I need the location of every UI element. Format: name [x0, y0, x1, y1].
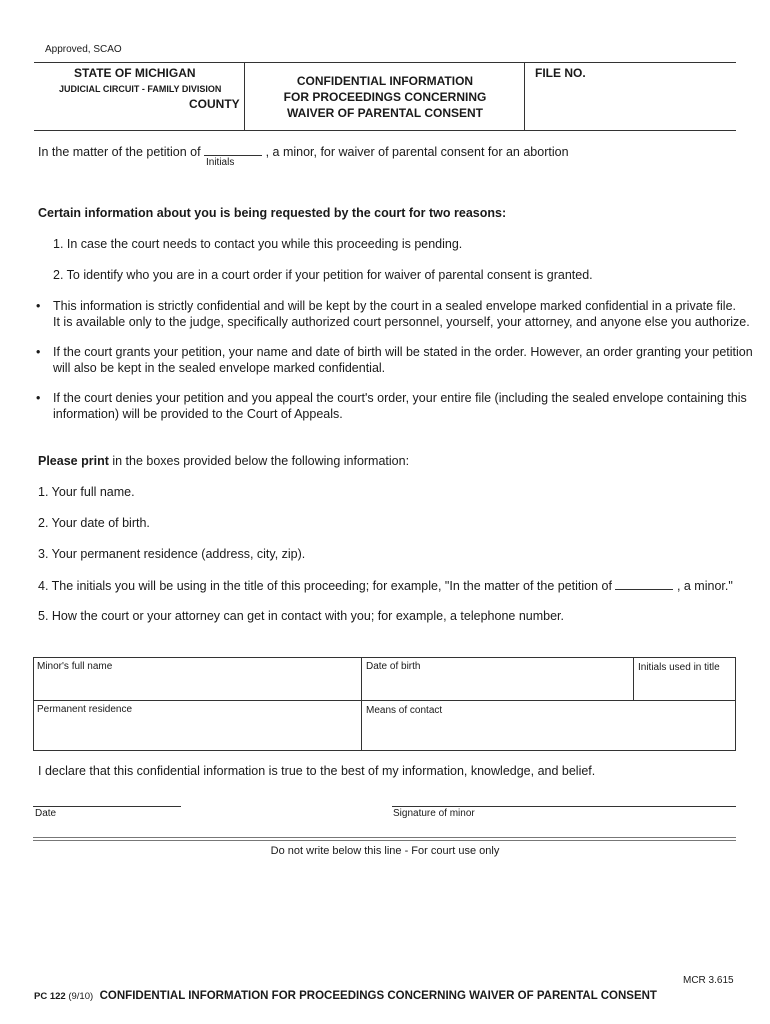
county-label: COUNTY: [189, 97, 240, 111]
bullet-2-line-1: If the court grants your petition, your name and date of birth will be stated in the order. However, an order granting your petition: [53, 345, 753, 359]
residence-field[interactable]: Permanent residence: [37, 704, 133, 715]
table-col-rule-2: [633, 657, 634, 700]
print-item-4-suffix: , a minor.": [676, 579, 733, 593]
bullet-dot: •: [36, 345, 41, 359]
bullet-2: [53, 344, 753, 376]
form-revision: (9/10): [65, 991, 94, 1002]
footer-title: CONFIDENTIAL INFORMATION FOR PROCEEDINGS CONCERNING WAIVER OF PARENTAL CONSENT: [99, 990, 657, 1002]
bullet-1: [53, 298, 750, 330]
date-line[interactable]: [33, 806, 181, 807]
bullet-dot: •: [36, 299, 41, 313]
form-number: PC 122: [34, 991, 66, 1002]
signature-caption: Signature of minor: [393, 808, 475, 819]
matter-suffix: , a minor, for waiver of parental consent for an abortion: [265, 145, 569, 159]
bullet-3-line-1: If the court denies your petition and you appeal the court's order, your entire file (including the sealed envelope containing this: [53, 391, 747, 405]
bullet-3: [53, 390, 747, 422]
print-item-1: 1. Your full name.: [38, 485, 135, 499]
bullet-dot: •: [36, 391, 41, 405]
bullet-3-line-2: information) will be provided to the Court of Appeals.: [53, 407, 343, 421]
header-divider-right: [524, 62, 525, 131]
initials-caption: Initials: [206, 157, 235, 168]
contact-field[interactable]: Means of contact: [366, 705, 443, 716]
table-col-rule-1: [361, 657, 362, 751]
form-title-line-1: CONFIDENTIAL INFORMATION: [296, 74, 474, 88]
matter-line: [38, 143, 569, 160]
form-title-line-3: WAIVER OF PARENTAL CONSENT: [286, 106, 483, 120]
dob-field[interactable]: Date of birth: [366, 661, 421, 672]
bullet-1-line-2: It is available only to the judge, specifically authorized court personnel, yourself, your attorney, and anyone else you authorize.: [53, 315, 750, 329]
bullet-1-line-1: This information is strictly confidential and will be kept by the court in a sealed envelope marked confidential in a private file.: [53, 299, 736, 313]
matter-prefix: In the matter of the petition of: [38, 145, 201, 159]
header-divider-left: [244, 62, 245, 131]
form-title: [246, 73, 524, 121]
print-item-5: 5. How the court or your attorney can get in contact with you; for example, a telephone number.: [38, 609, 564, 623]
print-instructions: [38, 453, 409, 469]
court-use-label: Do not write below this line - For court use only: [270, 845, 500, 857]
file-no-label: FILE NO.: [535, 66, 586, 80]
header-top-rule: [34, 62, 736, 63]
reason-item-1: 1. In case the court needs to contact you while this proceeding is pending.: [53, 237, 463, 251]
date-caption: Date: [35, 808, 57, 819]
form-title-line-2: FOR PROCEEDINGS CONCERNING: [283, 90, 487, 104]
reason-item-2: 2. To identify who you are in a court order if your petition for waiver of parental consent is granted.: [53, 268, 593, 282]
minor-name-field[interactable]: Minor's full name: [37, 661, 113, 672]
declaration-text: I declare that this confidential information is true to the best of my information, knowledge, and belief.: [38, 764, 596, 778]
mcr-reference: MCR 3.615: [683, 975, 734, 986]
signature-line[interactable]: [392, 806, 736, 807]
initials-field[interactable]: Initials used in title: [638, 662, 720, 673]
reasons-heading: Certain information about you is being requested by the court for two reasons:: [38, 206, 507, 220]
court-use-rule-1: [33, 837, 736, 838]
approved-label: Approved, SCAO: [45, 44, 122, 55]
state-title: STATE OF MICHIGAN: [74, 66, 196, 80]
example-initials-blank: [615, 577, 673, 590]
print-bold: Please print: [38, 454, 109, 468]
initials-blank[interactable]: [204, 143, 262, 156]
print-item-2: 2. Your date of birth.: [38, 516, 150, 530]
print-item-4-prefix: 4. The initials you will be using in the title of this proceeding; for example, "In the matter of the petition of: [38, 579, 612, 593]
bullet-2-line-2: will also be kept in the sealed envelope marked confidential.: [53, 361, 386, 375]
footer-line: [34, 986, 657, 1004]
print-item-4: [38, 577, 733, 594]
table-row-rule: [33, 700, 736, 701]
print-rest: in the boxes provided below the following information:: [108, 454, 410, 468]
court-use-rule-2: [33, 840, 736, 841]
circuit-label: JUDICIAL CIRCUIT - FAMILY DIVISION: [59, 84, 222, 94]
header-bottom-rule: [34, 130, 736, 131]
print-item-3: 3. Your permanent residence (address, city, zip).: [38, 547, 306, 561]
